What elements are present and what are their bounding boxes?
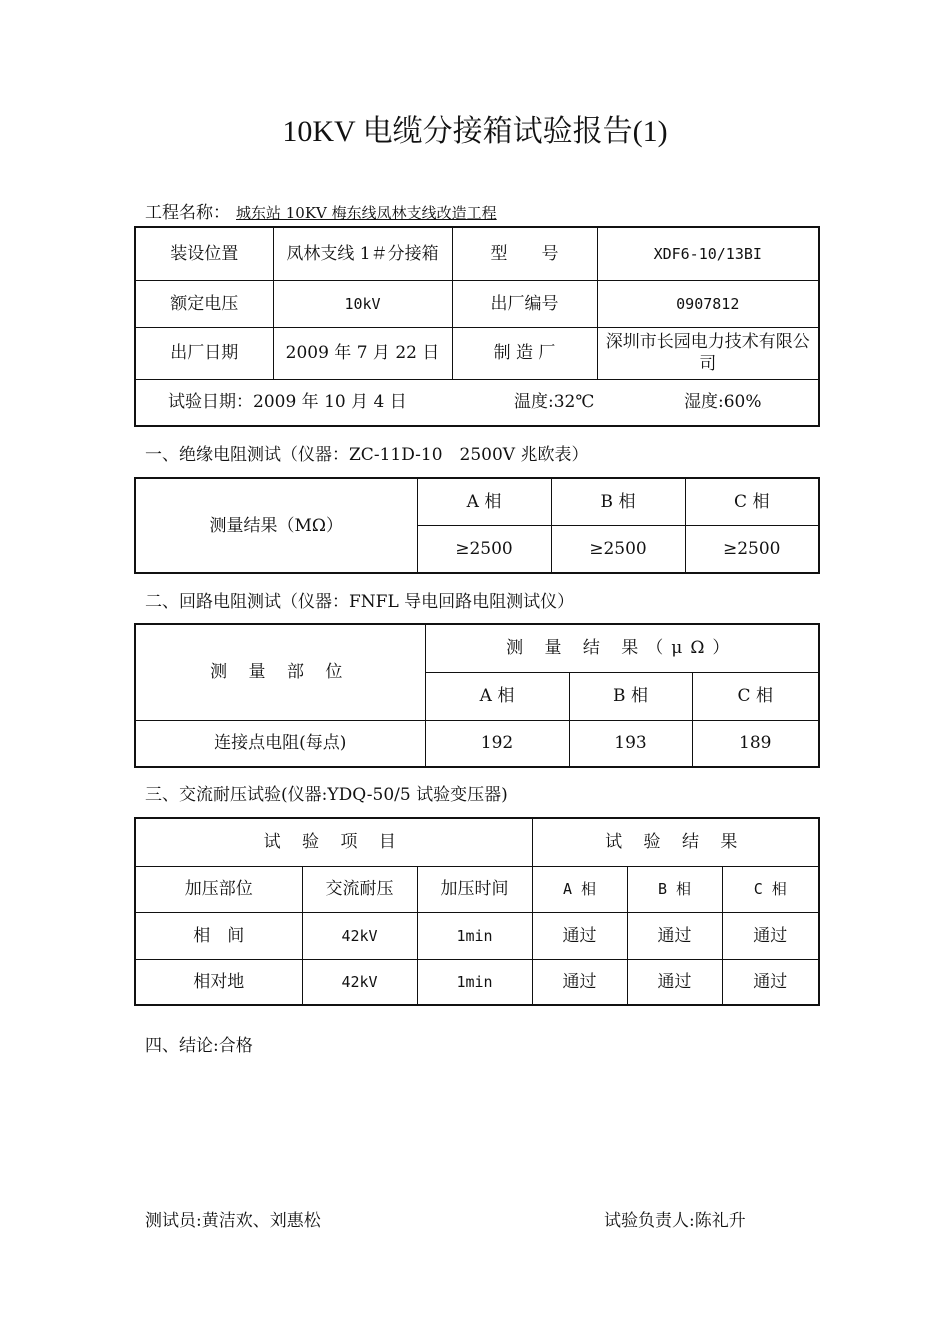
phase-a-header: A 相 <box>425 672 569 720</box>
project-line <box>145 198 497 223</box>
phase-b-header: B 相 <box>569 672 692 720</box>
col-header-duration: 加压时间 <box>417 866 532 912</box>
phase-c-header: C 相 <box>685 478 819 525</box>
col-header-phase-b: B 相 <box>627 866 722 912</box>
page-title: 10KV 电缆分接箱试验报告(1) <box>282 115 668 148</box>
row-result-a: 通过 <box>532 912 627 959</box>
connection-resistance-label: 连接点电阻(每点) <box>135 720 425 767</box>
row-duration: 1min <box>417 959 532 1005</box>
row-result-b: 通过 <box>627 912 722 959</box>
row-result-a: 通过 <box>532 959 627 1005</box>
row-voltage: 42kV <box>302 912 417 959</box>
table-row <box>135 912 819 959</box>
test-date: 试验日期：2009 年 10 月 4 日 <box>168 392 407 413</box>
label-model: 型 号 <box>452 227 597 280</box>
row-result-c: 通过 <box>722 912 819 959</box>
value-manufacturer: 深圳市长园电力技术有限公司 <box>597 327 819 379</box>
col-header-phase-a: A 相 <box>532 866 627 912</box>
table-row <box>135 720 819 767</box>
insulation-a-value: ≥2500 <box>417 525 551 573</box>
phase-c-header: C 相 <box>692 672 819 720</box>
table-row <box>135 866 819 912</box>
info-row <box>135 327 819 379</box>
col-header-phase-c: C 相 <box>722 866 819 912</box>
table-row <box>135 478 819 525</box>
resistance-c-value: 189 <box>692 720 819 767</box>
loop-resistance-table <box>134 623 820 768</box>
value-model: XDF6-10/13BI <box>597 227 819 280</box>
resistance-a-value: 192 <box>425 720 569 767</box>
row-position: 相 间 <box>135 912 302 959</box>
col-header-ac-voltage: 交流耐压 <box>302 866 417 912</box>
table-row <box>135 624 819 672</box>
value-rated-voltage: 10kV <box>273 280 452 327</box>
measure-part-header: 测 量 部 位 <box>135 624 425 720</box>
col-header-voltage-position: 加压部位 <box>135 866 302 912</box>
project-name: 城东站 10KV 梅东线凤林支线改造工程 <box>236 204 497 222</box>
measure-result-header: 测 量 结 果（μΩ） <box>425 624 819 672</box>
test-item-header: 试 验 项 目 <box>135 818 532 866</box>
supervisor-signature: 试验负责人:陈礼升 <box>604 1211 746 1231</box>
table-row <box>135 959 819 1005</box>
info-row <box>135 280 819 327</box>
insulation-c-value: ≥2500 <box>685 525 819 573</box>
conclusion: 四、结论:合格 <box>145 1036 253 1056</box>
label-manufacturer: 制 造 厂 <box>452 327 597 379</box>
phase-b-header: B 相 <box>551 478 685 525</box>
phase-a-header: A 相 <box>417 478 551 525</box>
row-duration: 1min <box>417 912 532 959</box>
section1-heading: 一、绝缘电阻测试（仪器：ZC-11D-10 2500V 兆欧表） <box>145 445 589 465</box>
test-conditions <box>135 379 819 426</box>
project-label: 工程名称： <box>145 203 230 223</box>
info-table <box>134 226 820 427</box>
info-row <box>135 379 819 426</box>
test-result-header: 试 验 结 果 <box>532 818 819 866</box>
value-install-location: 凤林支线 1＃分接箱 <box>273 227 452 280</box>
value-serial-number: 0907812 <box>597 280 819 327</box>
info-row <box>135 227 819 280</box>
row-voltage: 42kV <box>302 959 417 1005</box>
row-result-b: 通过 <box>627 959 722 1005</box>
label-manufacture-date: 出厂日期 <box>135 327 273 379</box>
row-position: 相对地 <box>135 959 302 1005</box>
ac-withstand-table <box>134 817 820 1006</box>
insulation-table <box>134 477 820 574</box>
value-manufacture-date: 2009 年 7 月 22 日 <box>273 327 452 379</box>
insulation-row-label: 测量结果（MΩ） <box>135 478 417 573</box>
label-rated-voltage: 额定电压 <box>135 280 273 327</box>
label-serial-number: 出厂编号 <box>452 280 597 327</box>
table-row <box>135 818 819 866</box>
temperature: 温度:32℃ <box>514 392 595 413</box>
tester-signature: 测试员:黄洁欢、刘惠松 <box>145 1211 321 1231</box>
label-install-location: 装设位置 <box>135 227 273 280</box>
humidity: 湿度:60% <box>684 392 762 413</box>
resistance-b-value: 193 <box>569 720 692 767</box>
section2-heading: 二、回路电阻测试（仪器：FNFL 导电回路电阻测试仪） <box>145 592 575 612</box>
row-result-c: 通过 <box>722 959 819 1005</box>
insulation-b-value: ≥2500 <box>551 525 685 573</box>
section3-heading: 三、交流耐压试验(仪器:YDQ-50/5 试验变压器) <box>145 785 508 805</box>
